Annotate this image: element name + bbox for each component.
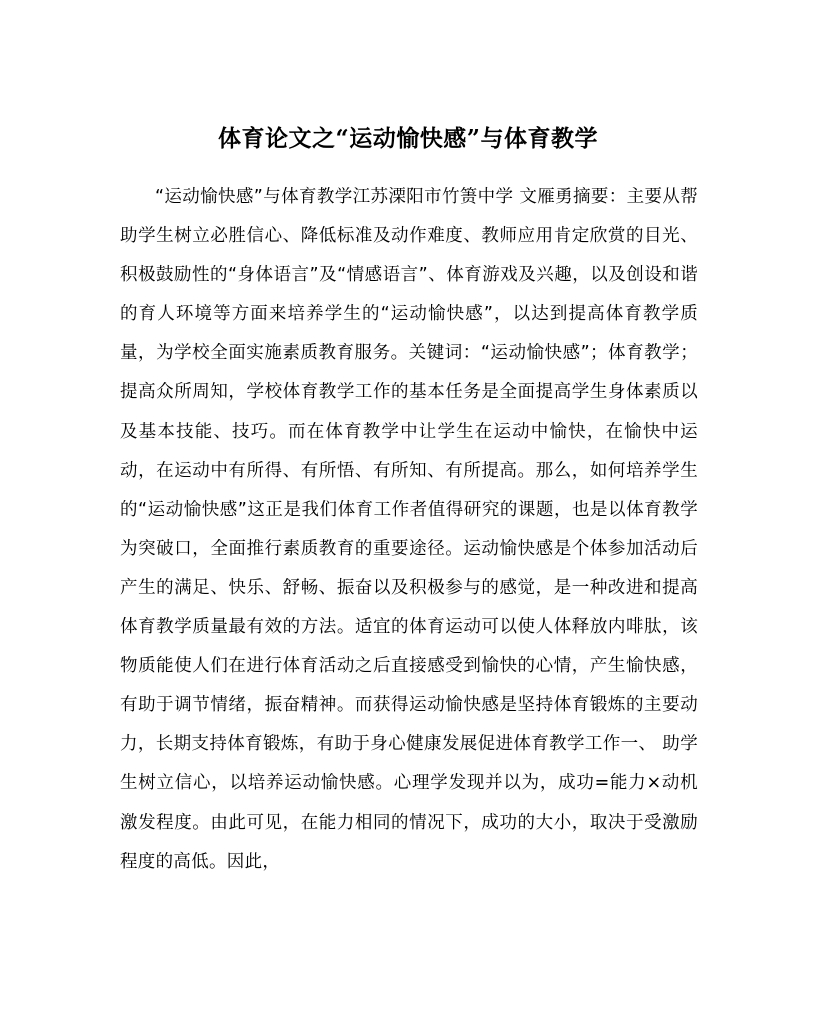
body-paragraph: “运动愉快感”与体育教学江苏溧阳市竹箦中学 文雁勇摘要：主要从帮助学生树立必胜信心、降低标准及动作难度、教师应用肯定欣赏的目光、积极鼓励性的“身体语言”及“情感语言”、体育游戏及兴趣，以及创设和谐的育人环境等方面来培养学生的“运动愉快感”，以达到提高体育教学质量，为学校全面实施素质教育服务。关键词：“运动愉快感”；体育教学；提高众所周知，学校体育教学工作的基本任务是全面提高学生身体素质以及基本技能、技巧。而在体育教学中让学生在运动中愉快，在愉快中运动，在运动中有所得、有所悟、有所知、有所提高。那么，如何培养学生的“运动愉快感”这正是我们体育工作者值得研究的课题，也是以体育教学为突破口，全面推行素质教育的重要途径。运动愉快感是个体参加活动后产生的满足、快乐、舒畅、振奋以及积极参与的感觉，是一种改进和提高体育教学质量最有效的方法。适宜的体育运动可以使人体释放内啡肽，该物质能使人们在进行体育活动之后直接感受到愉快的心情，产生愉快感，有助于调节情绪，振奋精神。而获得运动愉快感是坚持体育锻炼的主要动力，长期支持体育锻炼，有助于身心健康发展促进体育教学工作一、 助学生树立信心，以培养运动愉快感。心理学发现并以为，成功=能力×动机激发程度。由此可见，在能力相同的情况下，成功的大小，取决于受激励程度的高低。因此， bbox=[120, 187, 698, 872]
document-title: 体育论文之“运动愉快感”与体育教学 bbox=[218, 125, 598, 153]
